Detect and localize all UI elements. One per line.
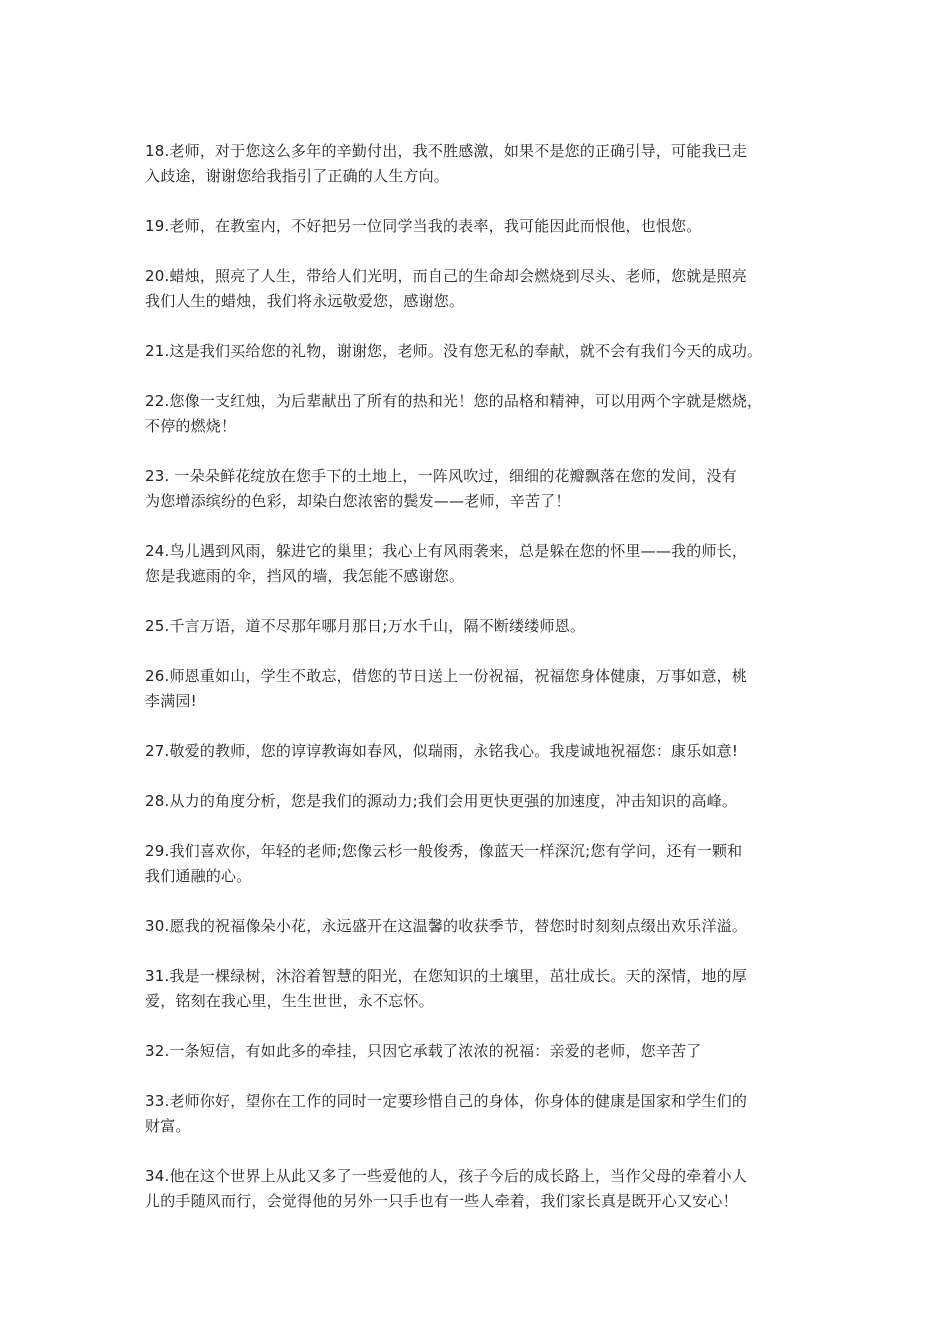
paragraph-line: 26.师恩重如山，学生不敢忘，借您的节日送上一份祝福，祝福您身体健康，万事如意，桃 bbox=[145, 667, 748, 685]
paragraph-line: 财富。 bbox=[145, 1117, 191, 1135]
paragraph-line: 我们通融的心。 bbox=[145, 867, 252, 885]
paragraph-line: 入歧途，谢谢您给我指引了正确的人生方向。 bbox=[145, 167, 450, 185]
paragraph-line: 28.从力的角度分析，您是我们的源动力;我们会用更快更强的加速度，冲击知识的高峰。 bbox=[145, 792, 738, 810]
paragraph-line: 不停的燃烧！ bbox=[145, 417, 237, 435]
paragraph-line: 31.我是一棵绿树，沐浴着智慧的阳光，在您知识的土壤里，茁壮成长。天的深情，地的厚 bbox=[145, 967, 748, 985]
paragraph bbox=[145, 739, 817, 764]
paragraph bbox=[145, 964, 817, 1014]
paragraph-line: 22.您像一支红烛，为后辈献出了所有的热和光！您的品格和精神，可以用两个字就是燃烧， bbox=[145, 392, 763, 410]
document-body bbox=[145, 139, 817, 1239]
paragraph-line: 您是我遮雨的伞，挡风的墙，我怎能不感谢您。 bbox=[145, 567, 465, 585]
paragraph bbox=[145, 539, 817, 589]
paragraph-line: 21.这是我们买给您的礼物，谢谢您，老师。没有您无私的奉献，就不会有我们今天的成功。 bbox=[145, 342, 763, 360]
paragraph-line: 24.鸟儿遇到风雨，躲进它的巢里；我心上有风雨袭来，总是躲在您的怀里——我的师长， bbox=[145, 542, 748, 560]
paragraph-line: 32.一条短信，有如此多的牵挂，只因它承载了浓浓的祝福：亲爱的老师，您辛苦了 bbox=[145, 1042, 702, 1060]
paragraph-line: 23. 一朵朵鲜花绽放在您手下的土地上，一阵风吹过，细细的花瓣飘落在您的发间，没有 bbox=[145, 467, 737, 485]
paragraph bbox=[145, 1039, 817, 1064]
paragraph-line: 18.老师，对于您这么多年的辛勤付出，我不胜感激，如果不是您的正确引导，可能我已走 bbox=[145, 142, 748, 160]
paragraph-line: 27.敬爱的教师，您的谆谆教诲如春风，似瑞雨，永铭我心。我虔诚地祝福您：康乐如意! bbox=[145, 742, 739, 760]
paragraph bbox=[145, 464, 817, 514]
paragraph-line: 29.我们喜欢你，年轻的老师;您像云杉一般俊秀，像蓝天一样深沉;您有学问，还有一颗和 bbox=[145, 842, 743, 860]
paragraph bbox=[145, 1089, 817, 1139]
paragraph-line: 爱，铭刻在我心里，生生世世，永不忘怀。 bbox=[145, 992, 434, 1010]
paragraph-line: 为您增添缤纷的色彩，却染白您浓密的鬓发——老师，辛苦了！ bbox=[145, 492, 571, 510]
paragraph bbox=[145, 839, 817, 889]
paragraph bbox=[145, 139, 817, 189]
paragraph-line: 25.千言万语，道不尽那年哪月那日;万水千山，隔不断缕缕师恩。 bbox=[145, 617, 586, 635]
paragraph-line: 李满园! bbox=[145, 692, 197, 710]
paragraph bbox=[145, 664, 817, 714]
paragraph bbox=[145, 614, 817, 639]
paragraph bbox=[145, 264, 817, 314]
paragraph bbox=[145, 914, 817, 939]
paragraph-line: 19.老师，在教室内，不好把另一位同学当我的表率，我可能因此而恨他，也恨您。 bbox=[145, 217, 702, 235]
paragraph bbox=[145, 339, 817, 364]
paragraph-line: 我们人生的蜡烛，我们将永远敬爱您，感谢您。 bbox=[145, 292, 465, 310]
paragraph-line: 儿的手随风而行，会觉得他的另外一只手也有一些人牵着，我们家长真是既开心又安心！ bbox=[145, 1192, 738, 1210]
paragraph bbox=[145, 1164, 817, 1214]
paragraph-line: 30.愿我的祝福像朵小花，永远盛开在这温馨的收获季节，替您时时刻刻点缀出欢乐洋溢。 bbox=[145, 917, 748, 935]
paragraph-line: 33.老师你好，望你在工作的同时一定要珍惜自己的身体，你身体的健康是国家和学生们的 bbox=[145, 1092, 748, 1110]
paragraph bbox=[145, 389, 817, 439]
paragraph-line: 34.他在这个世界上从此又多了一些爱他的人，孩子今后的成长路上，当作父母的牵着小人 bbox=[145, 1167, 748, 1185]
paragraph-line: 20.蜡烛，照亮了人生，带给人们光明，而自己的生命却会燃烧到尽头、老师，您就是照亮 bbox=[145, 267, 748, 285]
paragraph bbox=[145, 214, 817, 239]
paragraph bbox=[145, 789, 817, 814]
